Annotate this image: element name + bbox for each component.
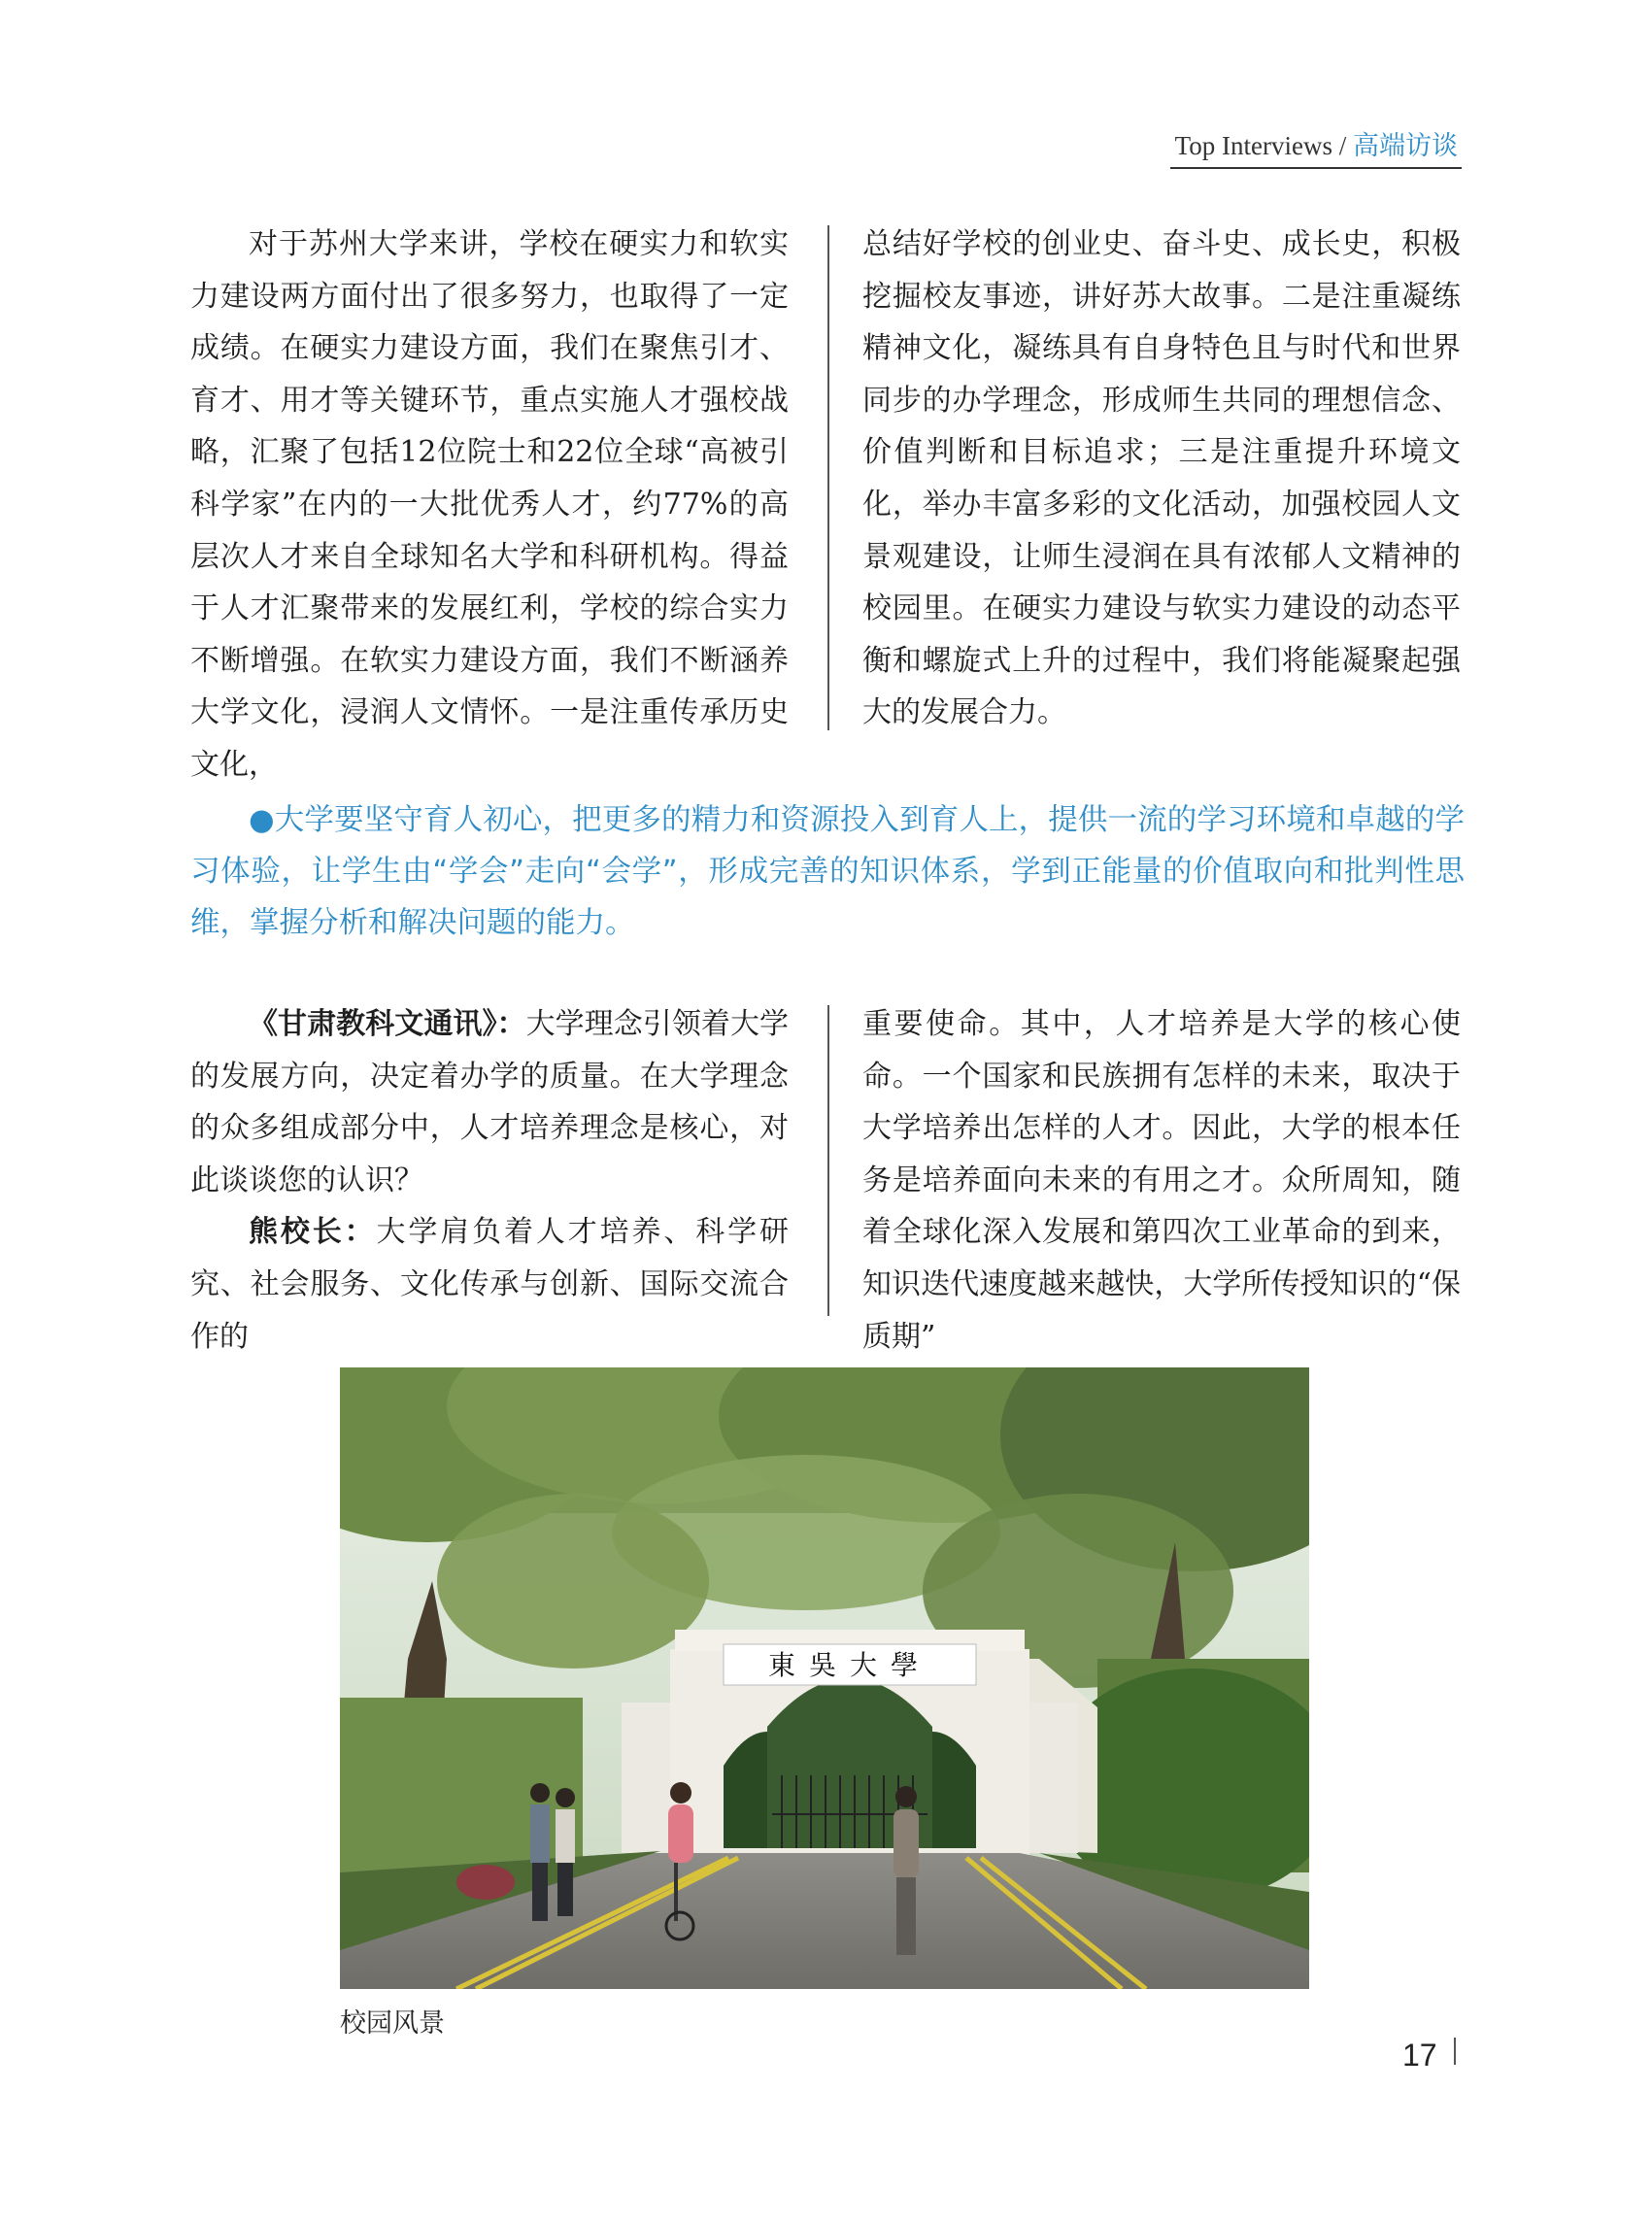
- section2-right-text: 重要使命。其中，人才培养是大学的核心使命。一个国家和民族拥有怎样的未来，取决于大学培养出怎样的人才。因此，大学的根本任务是培养面向未来的有用之才。众所周知，随着全球化深入发展和第四次工业革命的到来，知识迭代速度越来越快，大学所传授知识的“保质期”: [862, 1007, 1461, 1354]
- section1-left-text: 对于苏州大学来讲，学校在硬实力和软实力建设两方面付出了很多努力，也取得了一定成绩。在硬实力建设方面，我们在聚焦引才、育才、用才等关键环节，重点实施人才强校战略，汇聚了包括12位院士和22位全球“高被引科学家”在内的一大批优秀人才，约77%的高层次人才来自全球知名大学和科研机构。得益于人才汇聚带来的发展红利，学校的综合实力不断增强。在软实力建设方面，我们不断涵养大学文化，浸润人文情怀。一是注重传承历史文化，: [190, 227, 789, 782]
- campus-photo: [340, 1367, 1309, 1989]
- bullet-icon: ●: [249, 803, 275, 837]
- section1-left-column: [190, 219, 789, 792]
- answer-label: 熊校长：: [249, 1215, 377, 1250]
- running-header: [1175, 124, 1458, 162]
- section2-right-column: [862, 998, 1461, 1363]
- question-text: 大学理念引领着大学的发展方向，决定着办学的质量。在大学理念的众多组成部分中，人才培养理念是核心，对此谈谈您的认识？: [190, 1007, 790, 1197]
- question-paragraph: [190, 998, 789, 1206]
- header-rule: [1170, 167, 1462, 169]
- pull-quote: [190, 794, 1465, 949]
- column-divider: [827, 1005, 829, 1316]
- section1-right-column: [862, 219, 1461, 739]
- answer-text: 大学肩负着人才培养、科学研究、社会服务、文化传承与创新、国际交流合作的: [190, 1215, 789, 1354]
- gate-sign: 東吳大學: [767, 1649, 932, 1681]
- header-separator: /: [1332, 131, 1353, 160]
- header-english: Top Interviews: [1174, 131, 1332, 160]
- header-chinese: 高端访谈: [1353, 131, 1458, 161]
- answer-paragraph: [190, 1206, 789, 1363]
- question-label: 《甘肃教科文通讯》：: [249, 1007, 526, 1041]
- page-number-bar: [1454, 2038, 1456, 2065]
- section2-left-column: [190, 998, 789, 1363]
- page-number: 17: [1402, 2038, 1437, 2073]
- photo-caption: 校园风景: [340, 2008, 445, 2039]
- pull-quote-text: 大学要坚守育人初心，把更多的精力和资源投入到育人上，提供一流的学习环境和卓越的学习体验，让学生由“学会”走向“会学”，形成完善的知识体系，学到正能量的价值取向和批判性思维，掌握分析和解决问题的能力。: [190, 803, 1465, 940]
- section1-right-text: 总结好学校的创业史、奋斗史、成长史，积极挖掘校友事迹，讲好苏大故事。二是注重凝练精神文化，凝练具有自身特色且与时代和世界同步的办学理念，形成师生共同的理想信念、价值判断和目标追求；三是注重提升环境文化，举办丰富多彩的文化活动，加强校园人文景观建设，让师生浸润在具有浓郁人文精神的校园里。在硬实力建设与软实力建设的动态平衡和螺旋式上升的过程中，我们将能凝聚起强大的发展合力。: [862, 227, 1461, 730]
- column-divider: [827, 225, 829, 730]
